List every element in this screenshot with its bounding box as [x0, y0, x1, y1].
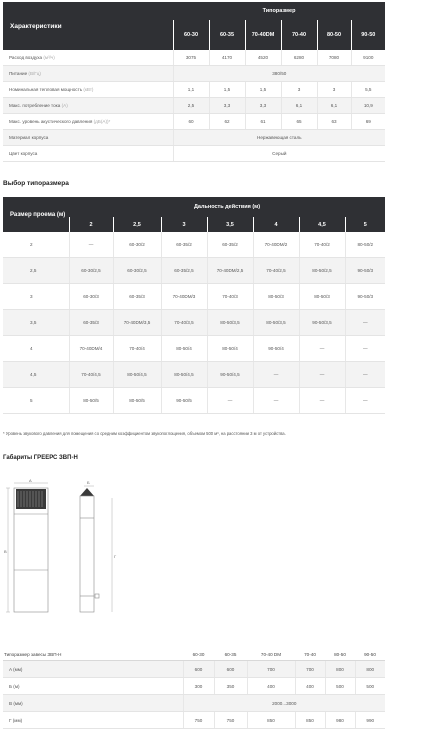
- table-cell: 380/50: [173, 66, 385, 82]
- size-cell: 3: [3, 284, 69, 310]
- range-header: 4: [253, 217, 299, 232]
- table-cell: 70-40DM/4: [69, 336, 113, 362]
- table-cell: —: [253, 388, 299, 414]
- table-cell: 7080: [317, 50, 351, 66]
- table-cell: 62: [209, 114, 245, 130]
- model-header: 80-50: [325, 648, 355, 661]
- table-cell: —: [69, 232, 113, 258]
- table-cell: 600: [214, 661, 247, 678]
- row-unit: (А): [61, 103, 68, 108]
- front-view: [14, 488, 48, 612]
- table-cell: 80-50/4,5: [113, 362, 161, 388]
- table-cell: —: [207, 388, 253, 414]
- range-header: 2: [69, 217, 113, 232]
- table-cell: 90-50/3: [345, 258, 385, 284]
- range-header: 4,5: [299, 217, 345, 232]
- table-cell: 60-30/2,5: [69, 258, 113, 284]
- table-cell: 60-35/2: [161, 232, 207, 258]
- table-cell: 980: [325, 712, 355, 729]
- table-cell: 600: [183, 661, 214, 678]
- table-cell: 80-50/3: [299, 284, 345, 310]
- table-cell: 4520: [245, 50, 281, 66]
- table-row: [3, 712, 385, 729]
- table-cell: 70-40/2: [299, 232, 345, 258]
- range-header: 5: [345, 217, 385, 232]
- table-row: [3, 66, 385, 82]
- table-cell: 90-50/4,5: [207, 362, 253, 388]
- row-label: Питание: [9, 71, 28, 76]
- table-cell: 700: [295, 661, 325, 678]
- table-cell: 1,1: [173, 82, 209, 98]
- model-header: 80-50: [317, 20, 351, 50]
- table-cell: 10,9: [351, 98, 385, 114]
- model-header: 70-40: [295, 648, 325, 661]
- table-cell: 1,5: [245, 82, 281, 98]
- table-cell: 80-50/3,5: [253, 310, 299, 336]
- row-label: Расход воздуха: [9, 55, 43, 60]
- table-cell: 6,1: [317, 98, 351, 114]
- table-cell: 90-50/3,5: [299, 310, 345, 336]
- table-cell: 65: [281, 114, 317, 130]
- row-unit: (дБ(А))*: [93, 119, 111, 124]
- table-cell: 70-40DM/2,5: [207, 258, 253, 284]
- dim-label-v: В: [4, 549, 7, 554]
- row-label: Б (м): [3, 678, 183, 695]
- table-cell: 2000...3000: [183, 695, 385, 712]
- size-cell: 2,5: [3, 258, 69, 284]
- table-row: [3, 678, 385, 695]
- table-cell: 60-30/2: [113, 232, 161, 258]
- selection-table: [3, 197, 385, 414]
- table-cell: 60-35/2,5: [161, 258, 207, 284]
- table-cell: 80-50/2,5: [299, 258, 345, 284]
- table-cell: 90-50/5: [161, 388, 207, 414]
- table-cell: 500: [325, 678, 355, 695]
- table-row: [3, 98, 385, 114]
- model-header: 60-35: [209, 20, 245, 50]
- curtain-drawing: [0, 478, 130, 618]
- dim-label-b: Б: [87, 480, 90, 485]
- table-cell: —: [345, 310, 385, 336]
- table-cell: 70-40/2,5: [253, 258, 299, 284]
- model-header: 90-50: [355, 648, 385, 661]
- row-label: A (мм): [3, 661, 183, 678]
- table-cell: 80-50/5: [113, 388, 161, 414]
- model-header: 70-40: [281, 20, 317, 50]
- model-header: 70-40 DM: [247, 648, 295, 661]
- model-header: 90-50: [351, 20, 385, 50]
- table-cell: 500: [355, 678, 385, 695]
- table-cell: 70-40/4: [113, 336, 161, 362]
- table-row: [3, 82, 385, 98]
- table-cell: 70-40DM/3,5: [113, 310, 161, 336]
- table-cell: 750: [183, 712, 214, 729]
- specs-table: [3, 2, 385, 162]
- table-cell: 60-30/2,5: [113, 258, 161, 284]
- row-label: Макс. уровень акустического давления: [9, 119, 93, 124]
- table-row: [3, 661, 385, 678]
- table-cell: 800: [355, 661, 385, 678]
- row-label: Номинальная тепловая мощность: [9, 87, 83, 92]
- table-row: [3, 114, 385, 130]
- table-cell: Серый: [173, 146, 385, 162]
- row-unit: (В/Гц): [28, 71, 41, 76]
- table-cell: 6280: [281, 50, 317, 66]
- table-cell: 80-50/2: [345, 232, 385, 258]
- table-cell: 70-40/3,5: [161, 310, 207, 336]
- table-cell: 70-40DM/3: [161, 284, 207, 310]
- table-row: [3, 50, 385, 66]
- specs-group-header: Типоразмер: [173, 2, 385, 20]
- size-cell: 4,5: [3, 362, 69, 388]
- table-cell: —: [299, 336, 345, 362]
- size-column-header: Размер проема (м): [3, 197, 69, 232]
- range-header: 2,5: [113, 217, 161, 232]
- row-unit: (м³/ч): [43, 55, 55, 60]
- row-unit: (кВт): [83, 87, 94, 92]
- table-row: [3, 130, 385, 146]
- table-cell: 80-50/4: [207, 336, 253, 362]
- table-cell: 80-50/4,5: [161, 362, 207, 388]
- table-cell: 60-30/3: [69, 284, 113, 310]
- table-cell: —: [299, 388, 345, 414]
- table-row: [3, 388, 385, 414]
- table-cell: —: [253, 362, 299, 388]
- model-header: 70-40DM: [245, 20, 281, 50]
- dimensions-header-row: [3, 648, 385, 661]
- side-view: [80, 488, 99, 612]
- specs-title: Характеристики: [3, 2, 173, 50]
- table-row: [3, 284, 385, 310]
- row-label: Цвет корпуса: [9, 151, 38, 156]
- table-cell: 3: [281, 82, 317, 98]
- table-cell: 70-40DM/2: [253, 232, 299, 258]
- table-cell: 69: [351, 114, 385, 130]
- dim-label-g: Г: [114, 554, 117, 559]
- row-label: Материал корпуса: [9, 135, 49, 140]
- table-cell: 80-50/5: [69, 388, 113, 414]
- table-cell: 70-40/4,5: [69, 362, 113, 388]
- table-cell: 5,5: [351, 82, 385, 98]
- range-group-header: Дальность действия (м): [69, 197, 385, 217]
- row-label: Макс. потребление тока: [9, 103, 61, 108]
- table-cell: 2,5: [173, 98, 209, 114]
- table-cell: 800: [325, 661, 355, 678]
- table-cell: 400: [247, 678, 295, 695]
- table-row: [3, 146, 385, 162]
- table-cell: 80-50/4: [161, 336, 207, 362]
- table-cell: 300: [183, 678, 214, 695]
- selection-heading: Выбор типоразмера: [3, 180, 69, 187]
- table-cell: —: [299, 362, 345, 388]
- table-cell: 80-50/3,5: [207, 310, 253, 336]
- range-header: 3,5: [207, 217, 253, 232]
- table-cell: 60: [173, 114, 209, 130]
- table-cell: 90-50/4: [253, 336, 299, 362]
- table-cell: 750: [214, 712, 247, 729]
- table-cell: 60-35/2: [207, 232, 253, 258]
- table-cell: 9100: [351, 50, 385, 66]
- table-cell: 850: [247, 712, 295, 729]
- footnote: * Уровень звукового давления для помещения со средним коэффициентом звукопоглощения, объемом 500 м³, на расстоянии 3 м от устройства.: [3, 431, 286, 436]
- size-cell: 3,5: [3, 310, 69, 336]
- dimensions-heading: Габариты ГРЕЕРС ЗВП-Н: [3, 455, 78, 461]
- range-header: 3: [161, 217, 207, 232]
- table-cell: 63: [317, 114, 351, 130]
- table-row: [3, 232, 385, 258]
- table-cell: 90-50/3: [345, 284, 385, 310]
- dim-label-a: A: [29, 478, 32, 483]
- table-cell: 3: [317, 82, 351, 98]
- table-cell: 60-35/3: [113, 284, 161, 310]
- table-cell: 6,1: [281, 98, 317, 114]
- table-row: [3, 695, 385, 712]
- table-cell: —: [345, 336, 385, 362]
- table-row: [3, 258, 385, 284]
- table-cell: 400: [295, 678, 325, 695]
- model-header: 60-35: [214, 648, 247, 661]
- table-cell: 60-35/3: [69, 310, 113, 336]
- table-cell: 700: [247, 661, 295, 678]
- table-cell: 850: [295, 712, 325, 729]
- model-header: 60-30: [183, 648, 214, 661]
- row-label: Г (мм): [3, 712, 183, 729]
- table-cell: 3075: [173, 50, 209, 66]
- table-cell: —: [345, 362, 385, 388]
- dimensions-table: [3, 648, 385, 729]
- dims-header-label: Типоразмер завесы ЗВП-Н: [3, 648, 183, 661]
- table-row: [3, 336, 385, 362]
- table-row: [3, 362, 385, 388]
- table-cell: 3,3: [209, 98, 245, 114]
- table-cell: 3,3: [245, 98, 281, 114]
- table-cell: 80-50/3: [253, 284, 299, 310]
- table-cell: 1,5: [209, 82, 245, 98]
- table-cell: Нержавеющая сталь: [173, 130, 385, 146]
- row-label: В (мм): [3, 695, 183, 712]
- table-cell: 70-40/3: [207, 284, 253, 310]
- table-cell: 990: [355, 712, 385, 729]
- size-cell: 2: [3, 232, 69, 258]
- table-cell: 4170: [209, 50, 245, 66]
- table-cell: 350: [214, 678, 247, 695]
- table-cell: 61: [245, 114, 281, 130]
- size-cell: 5: [3, 388, 69, 414]
- size-cell: 4: [3, 336, 69, 362]
- table-row: [3, 310, 385, 336]
- model-header: 60-30: [173, 20, 209, 50]
- table-cell: —: [345, 388, 385, 414]
